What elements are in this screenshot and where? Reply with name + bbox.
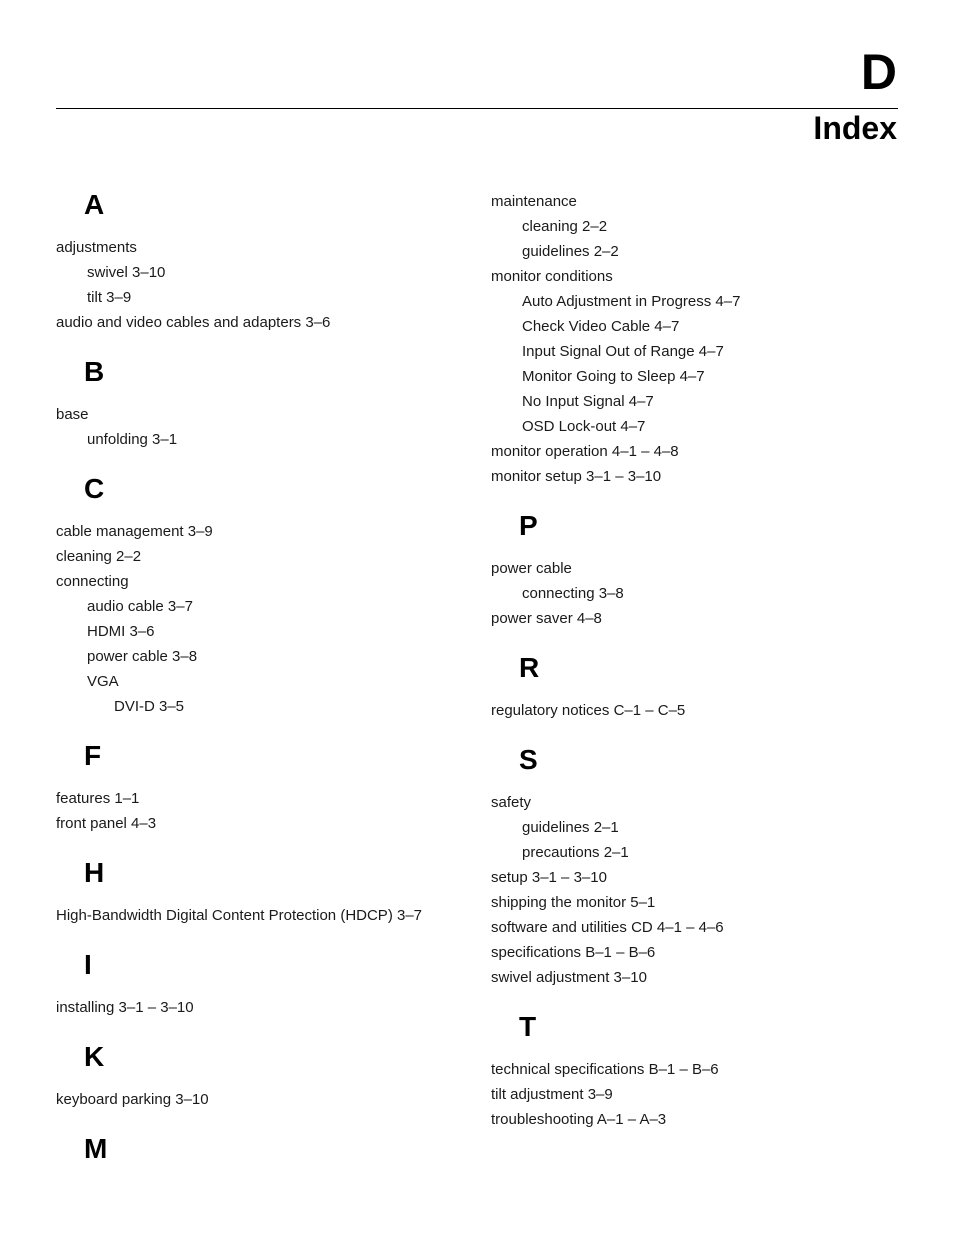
index-letter-heading: M [84, 1133, 108, 1164]
index-letter-heading: B [84, 356, 105, 387]
index-subentry: VGA [87, 673, 119, 690]
index-subentry: precautions 2–1 [522, 844, 629, 861]
index-entry: monitor operation 4–1 – 4–8 [491, 443, 679, 460]
index-letter-heading: S [519, 744, 538, 775]
index-letter-heading: R [519, 652, 540, 683]
index-subentry: guidelines 2–1 [522, 819, 619, 836]
index-subentry: Auto Adjustment in Progress 4–7 [522, 293, 741, 310]
index-letter-heading: K [84, 1041, 105, 1072]
index-entry: cable management 3–9 [56, 523, 213, 540]
index-entry: regulatory notices C–1 – C–5 [491, 702, 686, 719]
index-entry: monitor setup 3–1 – 3–10 [491, 468, 662, 485]
index-subentry: Check Video Cable 4–7 [522, 318, 680, 335]
index-letter-heading: H [84, 857, 105, 888]
index-subentry: guidelines 2–2 [522, 243, 619, 260]
index-entry: software and utilities CD 4–1 – 4–6 [491, 919, 724, 936]
index-entry: maintenance [491, 193, 577, 210]
index-letter-heading: T [519, 1011, 537, 1042]
index-subentry: unfolding 3–1 [87, 431, 178, 448]
index-entry: cleaning 2–2 [56, 548, 142, 565]
index-subentry: power cable 3–8 [87, 648, 198, 665]
index-column-left [56, 180, 476, 1179]
index-entry: audio and video cables and adapters 3–6 [56, 314, 331, 331]
index-entry: High-Bandwidth Digital Content Protection (HDCP) 3–7 [56, 907, 423, 924]
index-entry: setup 3–1 – 3–10 [491, 869, 607, 886]
index-entry: shipping the monitor 5–1 [491, 894, 656, 911]
index-entry: troubleshooting A–1 – A–3 [491, 1111, 667, 1128]
chapter-letter: D [860, 44, 897, 100]
index-entry: connecting [56, 573, 129, 590]
index-subentry: OSD Lock-out 4–7 [522, 418, 646, 435]
index-column-right [491, 189, 911, 1132]
index-entry: tilt adjustment 3–9 [491, 1086, 613, 1103]
index-entry: adjustments [56, 239, 137, 256]
index-entry: swivel adjustment 3–10 [491, 969, 647, 986]
index-entry: base [56, 406, 89, 423]
index-subentry: No Input Signal 4–7 [522, 393, 654, 410]
index-subentry: Input Signal Out of Range 4–7 [522, 343, 724, 360]
index-subentry: Monitor Going to Sleep 4–7 [522, 368, 705, 385]
index-subentry: swivel 3–10 [87, 264, 166, 281]
index-subentry: DVI-D 3–5 [114, 698, 185, 715]
index-entry: installing 3–1 – 3–10 [56, 999, 194, 1016]
index-subentry: cleaning 2–2 [522, 218, 608, 235]
index-subentry: connecting 3–8 [522, 585, 624, 602]
index-letter-heading: P [519, 510, 538, 541]
index-subentry: audio cable 3–7 [87, 598, 193, 615]
index-letter-heading: I [84, 949, 92, 980]
index-letter-heading: C [84, 473, 105, 504]
index-entry: safety [491, 794, 532, 811]
index-entry: technical specifications B–1 – B–6 [491, 1061, 719, 1078]
index-entry: keyboard parking 3–10 [56, 1091, 209, 1108]
index-entry: power saver 4–8 [491, 610, 602, 627]
index-letter-heading: A [84, 189, 105, 220]
index-entry: specifications B–1 – B–6 [491, 944, 656, 961]
page-title: Index [813, 110, 897, 146]
index-letter-heading: F [84, 740, 102, 771]
index-entry: front panel 4–3 [56, 815, 157, 832]
index-entry: monitor conditions [491, 268, 613, 285]
index-subentry: tilt 3–9 [87, 289, 132, 306]
index-subentry: HDMI 3–6 [87, 623, 155, 640]
index-entry: power cable [491, 560, 572, 577]
index-entry: features 1–1 [56, 790, 140, 807]
header-rule [56, 108, 898, 109]
